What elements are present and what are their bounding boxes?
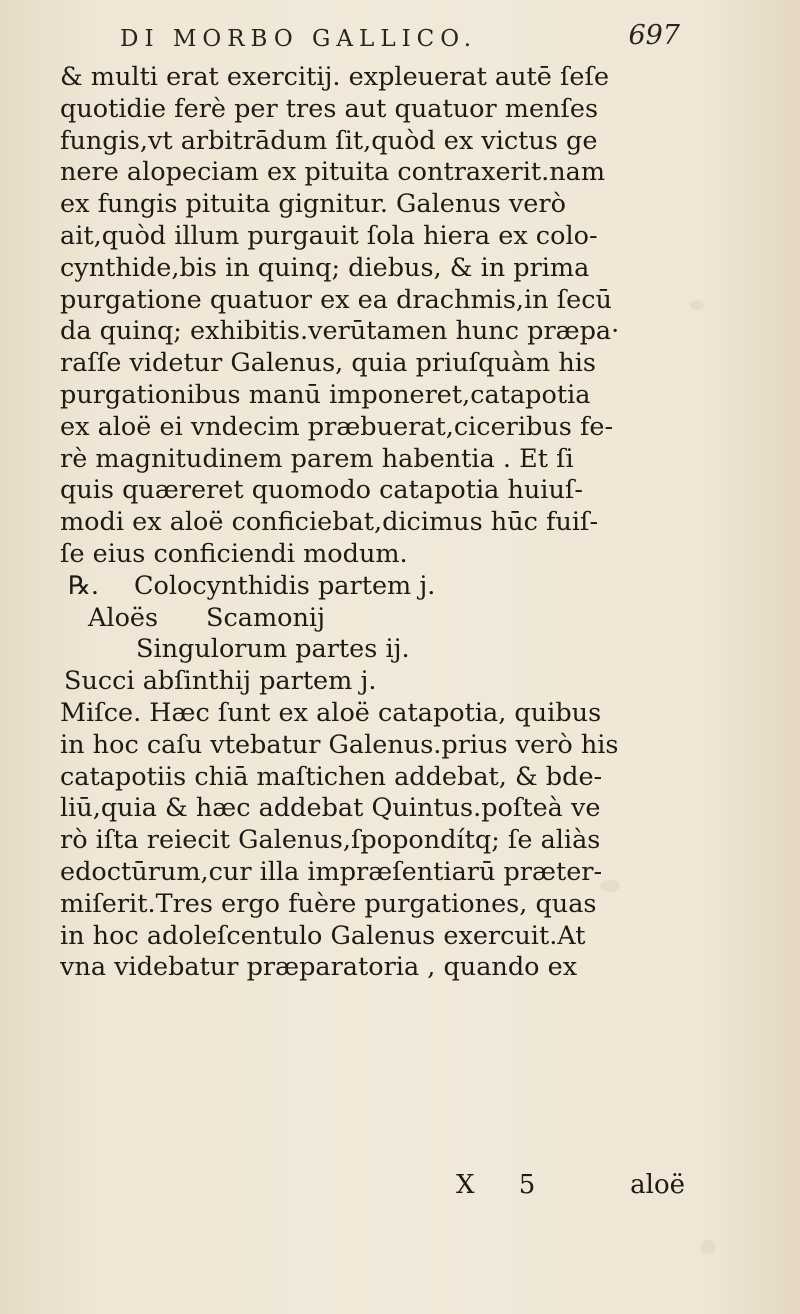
recipe-line <box>60 571 685 603</box>
text-line: Miſce. Hæc ſunt ex aloë catapotia, quibus <box>60 697 602 728</box>
page-header <box>120 18 680 62</box>
recipe-ingredient: Colocynthidis partem j. <box>134 570 436 601</box>
text-line: purgatione quatuor ex ea drachmis,in ſecū <box>60 284 612 315</box>
paper-stain <box>690 300 704 310</box>
signature-mark: X 5 <box>456 1170 554 1200</box>
catchword: aloë <box>630 1170 685 1200</box>
text-line: catapotiis chiā maſtichen addebat, & bde- <box>60 761 603 792</box>
text-line: raſſe videtur Galenus, quia priuſquàm his <box>60 348 597 379</box>
text-line: cynthide,bis in quinq; diebus, & in prima <box>60 252 590 283</box>
text-line: ex aloë ei vndecim præbuerat,ciceribus fe- <box>60 411 614 442</box>
recipe-line <box>60 603 685 635</box>
body-text <box>60 62 685 984</box>
text-line: fungis,vt arbitrādum ſit,quòd ex victus ge <box>60 125 598 156</box>
recipe-ingredient: Scamonij <box>206 602 325 633</box>
recipe-line: Succi abſinthij partem j. <box>64 666 377 697</box>
text-line: in hoc adoleſcentulo Galenus exercuit.At <box>60 920 586 951</box>
text-line: vna videbatur præparatoria , quando ex <box>60 952 578 983</box>
paper-stain <box>700 1240 716 1254</box>
page-footer <box>60 1170 685 1206</box>
text-line: modi ex aloë conficiebat,dicimus hūc fuiſ- <box>60 507 599 538</box>
page-number: 697 <box>628 20 680 51</box>
text-line: ſe eius conficiendi modum. <box>60 538 408 569</box>
text-line: rò iſta reiecit Galenus,ſpopondítq; ſe aliàs <box>60 825 601 856</box>
text-line: & multi erat exercitij. expleuerat autē ſeſe <box>60 62 610 92</box>
text-line: quotidie ferè per tres aut quatuor menſes <box>60 93 599 124</box>
text-line: liū,quia & hæc addebat Quintus.poſteà ve <box>60 793 601 824</box>
running-head: DI MORBO GALLICO. <box>120 26 478 52</box>
text-line: rè magnitudinem parem habentia . Et ſi <box>60 443 574 474</box>
text-line: edoctūrum,cur illa impræſentiarū præter- <box>60 856 603 887</box>
text-line: miſerit.Tres ergo fuère purgationes, quas <box>60 888 597 919</box>
recipe-line: Singulorum partes ij. <box>136 634 410 665</box>
text-line: nere alopeciam ex pituita contraxerit.nam <box>60 157 606 188</box>
text-line: ait,quòd illum purgauit ſola hiera ex colo- <box>60 220 598 251</box>
text-line: purgationibus manū imponeret,catapotia <box>60 379 591 410</box>
text-line: quis quæreret quomodo catapotia huiuſ- <box>60 475 583 506</box>
text-line: in hoc caſu vtebatur Galenus.prius verò his <box>60 729 619 760</box>
recipe-ingredient: Aloës <box>88 602 159 633</box>
text-line: da quinq; exhibitis.verūtamen hunc præpa· <box>60 316 620 347</box>
text-line: ex fungis pituita gignitur. Galenus verò <box>60 189 566 220</box>
recipe-symbol: ℞. <box>68 570 99 601</box>
